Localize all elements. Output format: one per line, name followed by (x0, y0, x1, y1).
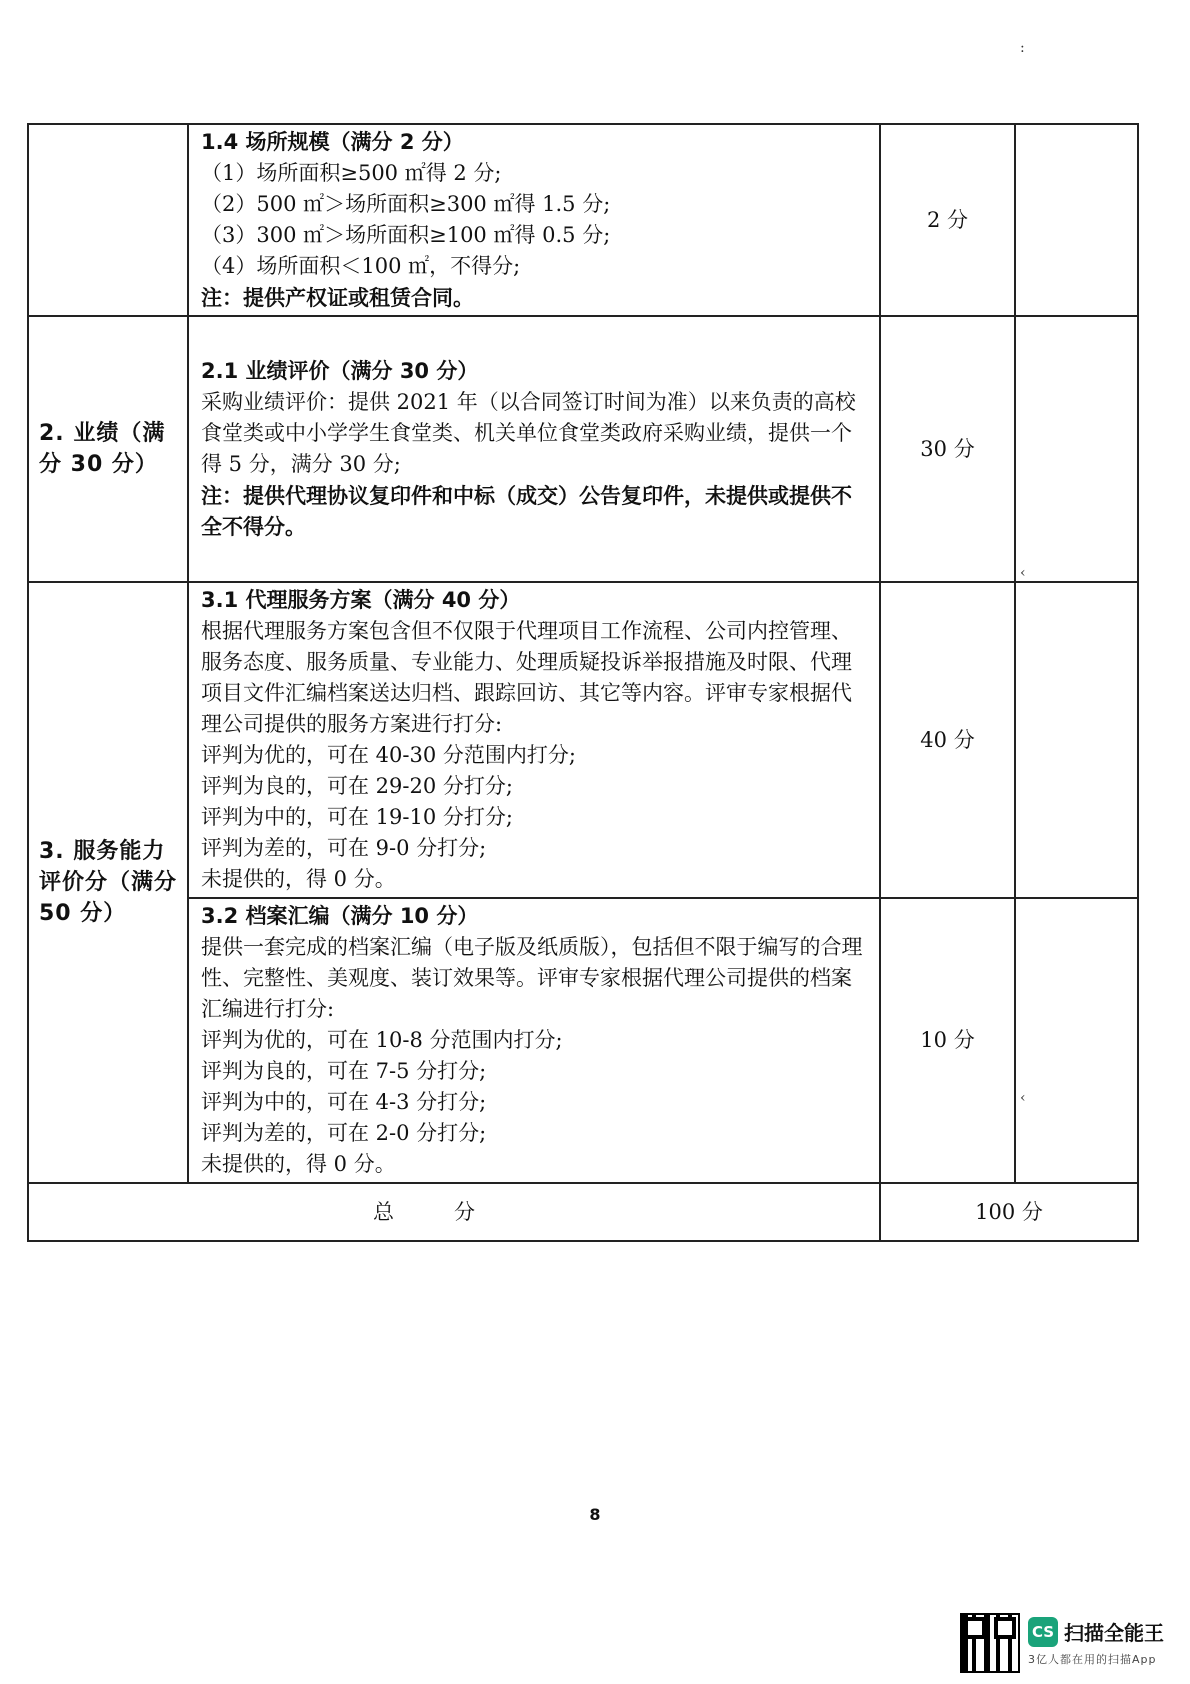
score-cell: 2 分 (880, 124, 1015, 316)
table-row (28, 582, 1138, 898)
criteria-line: 采购业绩评价：提供 2021 年（以合同签订时间为准）以来负责的高校食堂类或中小学学生食堂类、机关单位食堂类政府采购业绩，提供一个得 5 分，满分 30 分; (201, 390, 856, 476)
criteria-title: 2.1 业绩评价（满分 30 分） (201, 359, 479, 383)
criteria-note: 注：提供代理协议复印件和中标（成交）公告复印件，未提供或提供不全不得分。 (201, 483, 852, 539)
criteria-line: 未提供的，得 0 分。 (201, 867, 396, 891)
table-row (28, 316, 1138, 582)
corner-mark: ‹ (1020, 1090, 1026, 1106)
watermark-slogan: 3亿人都在用的扫描App (1028, 1653, 1157, 1666)
criteria-line: （3）300 ㎡＞场所面积≥100 ㎡得 0.5 分; (201, 223, 611, 247)
criteria-line: 评判为良的，可在 7-5 分打分; (201, 1059, 487, 1083)
watermark-app-name: 扫描全能王 (1064, 1621, 1164, 1645)
criteria-line: 评判为差的，可在 2-0 分打分; (201, 1121, 487, 1145)
criteria-line: （4）场所面积＜100 ㎡，不得分; (201, 254, 521, 278)
criteria-line: 评判为良的，可在 29-20 分打分; (201, 774, 513, 798)
criteria-title: 3.2 档案汇编（满分 10 分） (201, 904, 479, 928)
criteria-line: 评判为中的，可在 4-3 分打分; (201, 1090, 487, 1114)
criteria-cell (188, 582, 880, 898)
corner-mark: ‹ (1020, 565, 1026, 581)
score-cell: 40 分 (880, 582, 1015, 898)
category-cell: 3. 服务能力评价分（满分 50 分） (28, 582, 188, 1183)
table-row (28, 898, 1138, 1183)
blank-cell (1015, 316, 1138, 582)
camscanner-logo-icon: CS (1028, 1617, 1058, 1647)
criteria-title: 1.4 场所规模（满分 2 分） (201, 130, 464, 154)
total-label: 总分 (28, 1183, 880, 1241)
table-row (28, 124, 1138, 316)
criteria-line: （1）场所面积≥500 ㎡得 2 分; (201, 161, 502, 185)
corner-mark: : (1020, 40, 1025, 56)
criteria-line: 根据代理服务方案包含但不仅限于代理项目工作流程、公司内控管理、服务态度、服务质量、专业能力、处理质疑投诉举报措施及时限、代理项目文件汇编档案送达归档、跟踪回访、其它等内容。评审专家根据代理公司提供的服务方案进行打分: (201, 619, 852, 736)
criteria-title: 3.1 代理服务方案（满分 40 分） (201, 588, 521, 612)
criteria-line: 评判为差的，可在 9-0 分打分; (201, 836, 487, 860)
total-score: 100 分 (880, 1183, 1138, 1241)
criteria-cell (188, 124, 880, 316)
criteria-line: （2）500 ㎡＞场所面积≥300 ㎡得 1.5 分; (201, 192, 611, 216)
scoring-table (27, 123, 1139, 1242)
category-cell: 2. 业绩（满分 30 分） (28, 316, 188, 582)
score-cell: 10 分 (880, 898, 1015, 1183)
criteria-note: 注：提供产权证或租赁合同。 (201, 285, 474, 310)
criteria-line: 评判为优的，可在 10-8 分范围内打分; (201, 1028, 563, 1052)
blank-cell (1015, 124, 1138, 316)
qr-code-icon (960, 1613, 1020, 1673)
criteria-cell (188, 316, 880, 582)
total-row (28, 1183, 1138, 1241)
page-number: 8 (589, 1505, 601, 1524)
criteria-cell (188, 898, 880, 1183)
criteria-line: 未提供的，得 0 分。 (201, 1152, 396, 1176)
blank-cell (1015, 582, 1138, 898)
scanner-watermark (960, 1613, 1172, 1673)
score-cell: 30 分 (880, 316, 1015, 582)
criteria-line: 提供一套完成的档案汇编（电子版及纸质版），包括但不限于编写的合理性、完整性、美观度、装订效果等。评审专家根据代理公司提供的档案汇编进行打分: (201, 935, 863, 1021)
criteria-line: 评判为优的，可在 40-30 分范围内打分; (201, 743, 576, 767)
criteria-line: 评判为中的，可在 19-10 分打分; (201, 805, 513, 829)
category-cell (28, 124, 188, 316)
blank-cell (1015, 898, 1138, 1183)
